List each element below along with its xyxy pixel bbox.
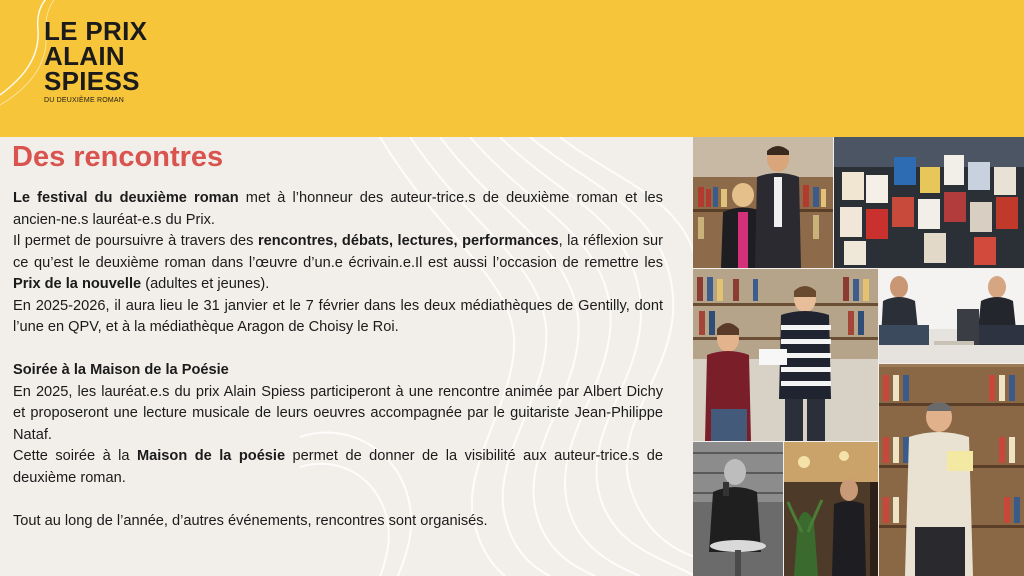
subheading-soiree [13,360,663,382]
paragraph-festival [13,188,663,231]
logo-line-3: SPIESS [44,66,140,96]
prize-logo [44,16,148,105]
paragraph-text: permet de donner de la visibilité aux auteur-trice.s de deuxième roman. [13,448,663,486]
bold-text: rencontres, débats, lectures, performances [257,233,559,249]
logo-subtitle: DU DEUXIÈME ROMAN [44,97,125,104]
paragraph-text: Il permet de poursuivre à travers des [13,233,258,249]
photo-two-women-reading [693,269,878,441]
paragraph-text: , la réflexion sur ce qu’est le deuxième roman dans l’œuvre d’un.e écrivain.e.Il est aussi l’occasion de remettre les [13,233,663,271]
subheading-text: Soirée à la Maison de la Poésie [13,362,229,378]
logo-line-1: LE PRIX [44,16,148,46]
festival-name: Le festival du deuxième roman [13,190,239,206]
photo-two-men-interview [879,269,1024,363]
paragraph-text: Cette soirée à la [13,448,137,464]
logo-line-2: ALAIN [44,41,125,71]
paragraph-maison-poesie [13,446,663,489]
photo-collage [693,137,1024,576]
paragraph-laureats: En 2025, les lauréat.e.s du prix Alain Spiess participeront à une rencontre animée par Albert Dichy et proposeront une lecture musicale de leurs oeuvres accompagnée par le guitariste Jean-Philippe Nataf. [13,383,663,443]
paragraph-events: Tout au long de l’année, d’autres événements, rencontres sont organisés. [13,512,488,529]
photo-two-people-bookshop [693,137,833,268]
paragraph-text: (adultes et jeunes). [141,276,270,292]
photo-book-display-table [834,137,1024,268]
photo-man-reading-bookshop [879,367,1024,576]
paragraph-rencontres [13,231,663,296]
photo-man-microphone [693,442,783,576]
paragraph-text: met à l’honneur des auteur-trice.s de deuxième roman et les ancien-ne.s lauréat-e.s du Prix. [13,190,663,228]
header-banner [0,0,1024,137]
body-text [13,188,663,532]
bold-text: Prix de la nouvelle [13,276,142,292]
bold-text: Maison de la poésie [136,448,286,464]
section-title: Des rencontres [12,141,224,173]
paragraph-dates: En 2025-2026, il aura lieu le 31 janvier et le 7 février dans les deux médiathèques de Gentilly, dont l’une en QPV, et à la médiathèque Aragon de Choisy le Roi. [13,297,663,335]
photo-man-standing-plants [784,442,878,576]
